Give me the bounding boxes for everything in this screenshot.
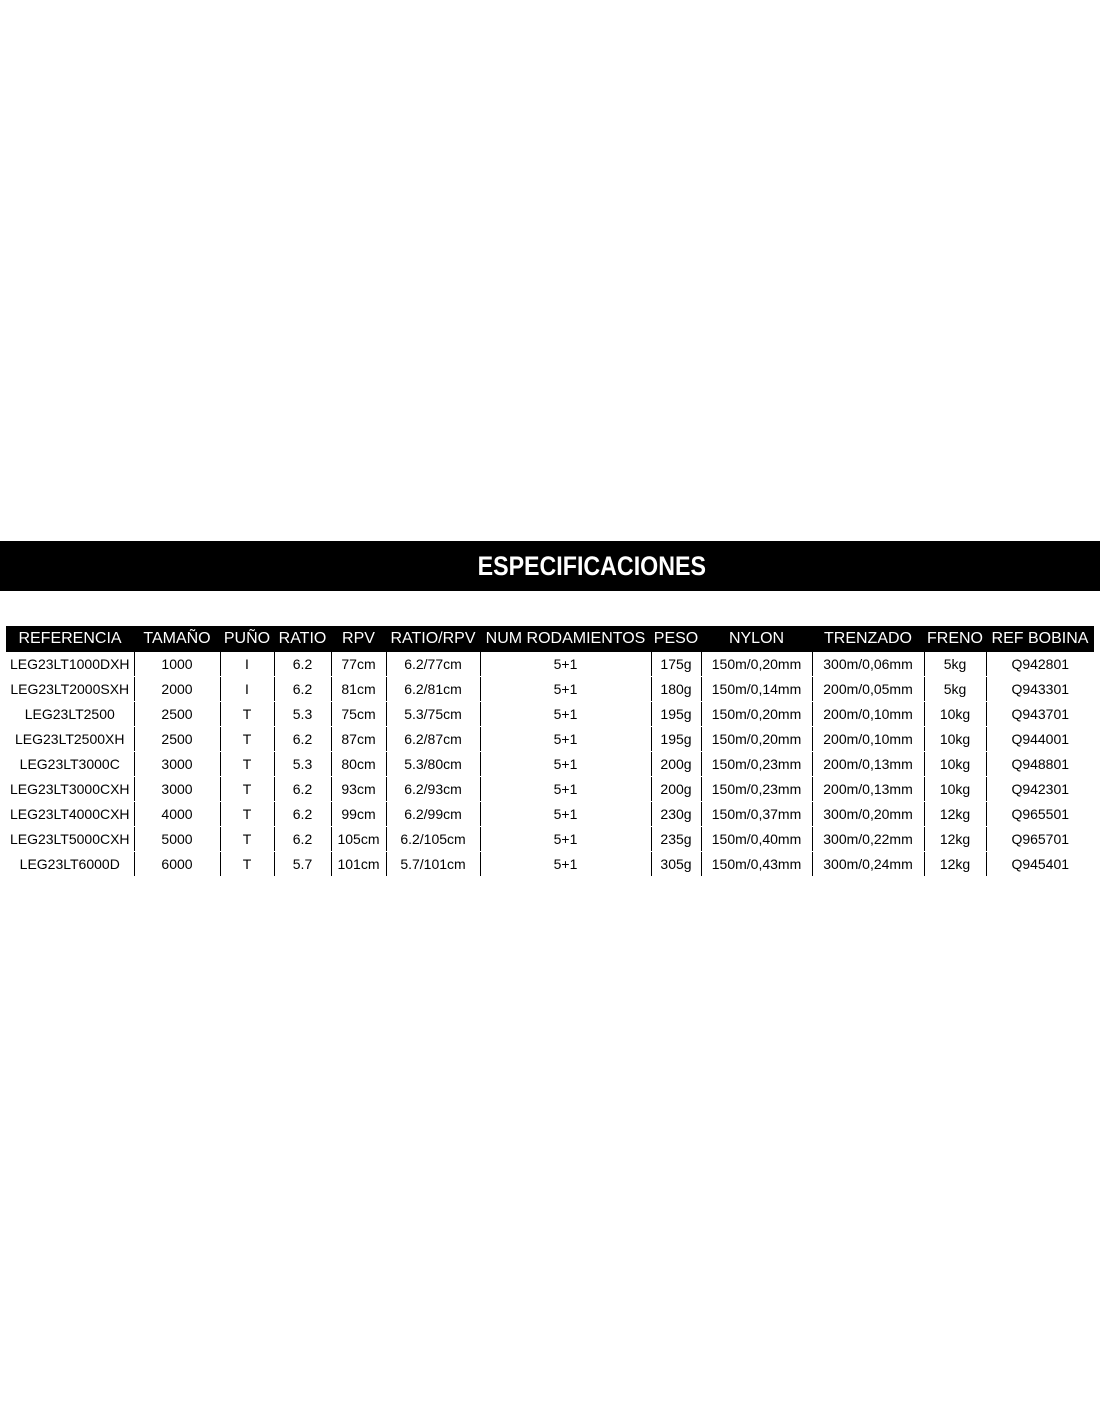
column-header: PUÑO: [220, 626, 274, 652]
table-cell: 81cm: [331, 677, 386, 702]
table-cell: T: [220, 702, 274, 727]
table-cell: LEG23LT3000C: [6, 752, 134, 777]
table-cell: T: [220, 827, 274, 852]
table-row: [6, 652, 1094, 677]
table-cell: 2000: [134, 677, 220, 702]
table-cell: LEG23LT1000DXH: [6, 652, 134, 677]
column-header: TAMAÑO: [134, 626, 220, 652]
table-cell: 1000: [134, 652, 220, 677]
table-cell: LEG23LT2000SXH: [6, 677, 134, 702]
table-cell: 6.2/77cm: [386, 652, 480, 677]
table-cell: 300m/0,24mm: [812, 852, 924, 877]
table-cell: 3000: [134, 777, 220, 802]
table-cell: 6.2: [274, 777, 331, 802]
table-cell: I: [220, 677, 274, 702]
table-cell: 200g: [651, 777, 701, 802]
table-cell: T: [220, 777, 274, 802]
table-cell: 200m/0,05mm: [812, 677, 924, 702]
table-cell: 175g: [651, 652, 701, 677]
table-cell: Q942301: [986, 777, 1094, 802]
table-cell: 3000: [134, 752, 220, 777]
table-cell: Q944001: [986, 727, 1094, 752]
table-cell: 12kg: [924, 852, 986, 877]
table-cell: 6.2/87cm: [386, 727, 480, 752]
table-cell: 80cm: [331, 752, 386, 777]
header-row: [6, 626, 1094, 652]
table-cell: Q943301: [986, 677, 1094, 702]
table-cell: 5.3/75cm: [386, 702, 480, 727]
table-cell: 101cm: [331, 852, 386, 877]
table-cell: 6.2: [274, 727, 331, 752]
table-cell: LEG23LT2500: [6, 702, 134, 727]
table-cell: 10kg: [924, 752, 986, 777]
table-cell: 200m/0,13mm: [812, 752, 924, 777]
table-cell: 12kg: [924, 827, 986, 852]
table-cell: 10kg: [924, 702, 986, 727]
table-cell: T: [220, 852, 274, 877]
table-cell: 5+1: [480, 777, 651, 802]
table-cell: 200m/0,10mm: [812, 702, 924, 727]
table-cell: 5.7: [274, 852, 331, 877]
table-cell: 99cm: [331, 802, 386, 827]
table-cell: 6000: [134, 852, 220, 877]
table-cell: 77cm: [331, 652, 386, 677]
table-cell: 150m/0,20mm: [701, 652, 812, 677]
table-cell: 230g: [651, 802, 701, 827]
table-cell: 200m/0,13mm: [812, 777, 924, 802]
table-cell: 195g: [651, 727, 701, 752]
table-cell: Q942801: [986, 652, 1094, 677]
column-header: RPV: [331, 626, 386, 652]
table-cell: 300m/0,06mm: [812, 652, 924, 677]
page-title: ESPECIFICACIONES: [477, 550, 707, 581]
table-row: [6, 777, 1094, 802]
table-cell: I: [220, 652, 274, 677]
table-cell: T: [220, 802, 274, 827]
table-row: [6, 727, 1094, 752]
table-row: [6, 702, 1094, 727]
table-cell: Q965501: [986, 802, 1094, 827]
table-cell: 150m/0,23mm: [701, 752, 812, 777]
table-cell: Q948801: [986, 752, 1094, 777]
table-cell: 6.2: [274, 652, 331, 677]
table-cell: 5+1: [480, 702, 651, 727]
table-cell: 12kg: [924, 802, 986, 827]
table-cell: 10kg: [924, 727, 986, 752]
table-cell: 5.3: [274, 752, 331, 777]
table-cell: 5.7/101cm: [386, 852, 480, 877]
table-cell: 5+1: [480, 652, 651, 677]
table-cell: 6.2: [274, 677, 331, 702]
table-cell: LEG23LT2500XH: [6, 727, 134, 752]
table-cell: 5+1: [480, 802, 651, 827]
table-cell: 6.2/105cm: [386, 827, 480, 852]
table-cell: 5000: [134, 827, 220, 852]
table-cell: 5kg: [924, 677, 986, 702]
table-cell: LEG23LT3000CXH: [6, 777, 134, 802]
table-cell: 150m/0,20mm: [701, 727, 812, 752]
table-cell: Q965701: [986, 827, 1094, 852]
table-row: [6, 752, 1094, 777]
table-row: [6, 677, 1094, 702]
table-cell: 150m/0,14mm: [701, 677, 812, 702]
table-cell: 305g: [651, 852, 701, 877]
column-header: FRENO: [924, 626, 986, 652]
column-header: NYLON: [701, 626, 812, 652]
table-cell: 5+1: [480, 677, 651, 702]
table-row: [6, 827, 1094, 852]
table-cell: 195g: [651, 702, 701, 727]
table-cell: 200g: [651, 752, 701, 777]
table-cell: 150m/0,20mm: [701, 702, 812, 727]
column-header: RATIO: [274, 626, 331, 652]
table-cell: 5kg: [924, 652, 986, 677]
table-cell: LEG23LT5000CXH: [6, 827, 134, 852]
table-cell: 150m/0,40mm: [701, 827, 812, 852]
column-header: RATIO/RPV: [386, 626, 480, 652]
table-cell: 150m/0,23mm: [701, 777, 812, 802]
table-cell: 300m/0,20mm: [812, 802, 924, 827]
table-cell: 105cm: [331, 827, 386, 852]
table-cell: 10kg: [924, 777, 986, 802]
column-header: TRENZADO: [812, 626, 924, 652]
column-header: NUM RODAMIENTOS: [480, 626, 651, 652]
column-header: REFERENCIA: [6, 626, 134, 652]
column-header: REF BOBINA: [986, 626, 1094, 652]
table-cell: 180g: [651, 677, 701, 702]
table-cell: 5.3/80cm: [386, 752, 480, 777]
title-banner: [0, 541, 1100, 591]
table-cell: 150m/0,37mm: [701, 802, 812, 827]
table-row: [6, 802, 1094, 827]
table-cell: 75cm: [331, 702, 386, 727]
table-cell: 93cm: [331, 777, 386, 802]
table-body: [6, 652, 1094, 877]
specifications-table: [6, 626, 1094, 877]
table-cell: 235g: [651, 827, 701, 852]
table-cell: 5+1: [480, 852, 651, 877]
column-header: PESO: [651, 626, 701, 652]
table-cell: 2500: [134, 702, 220, 727]
table-cell: LEG23LT4000CXH: [6, 802, 134, 827]
table-cell: 6.2/93cm: [386, 777, 480, 802]
table-cell: 300m/0,22mm: [812, 827, 924, 852]
table-cell: LEG23LT6000D: [6, 852, 134, 877]
table-cell: 150m/0,43mm: [701, 852, 812, 877]
table-row: [6, 852, 1094, 877]
table-cell: 5+1: [480, 727, 651, 752]
table-cell: 200m/0,10mm: [812, 727, 924, 752]
table-cell: 2500: [134, 727, 220, 752]
table-cell: 6.2: [274, 827, 331, 852]
table-cell: Q945401: [986, 852, 1094, 877]
table-cell: 87cm: [331, 727, 386, 752]
table-cell: T: [220, 727, 274, 752]
table-cell: T: [220, 752, 274, 777]
table-cell: 6.2/99cm: [386, 802, 480, 827]
table-cell: 5.3: [274, 702, 331, 727]
table-cell: 6.2/81cm: [386, 677, 480, 702]
table-cell: 6.2: [274, 802, 331, 827]
table-cell: 4000: [134, 802, 220, 827]
table-cell: 5+1: [480, 827, 651, 852]
table-cell: Q943701: [986, 702, 1094, 727]
table-cell: 5+1: [480, 752, 651, 777]
